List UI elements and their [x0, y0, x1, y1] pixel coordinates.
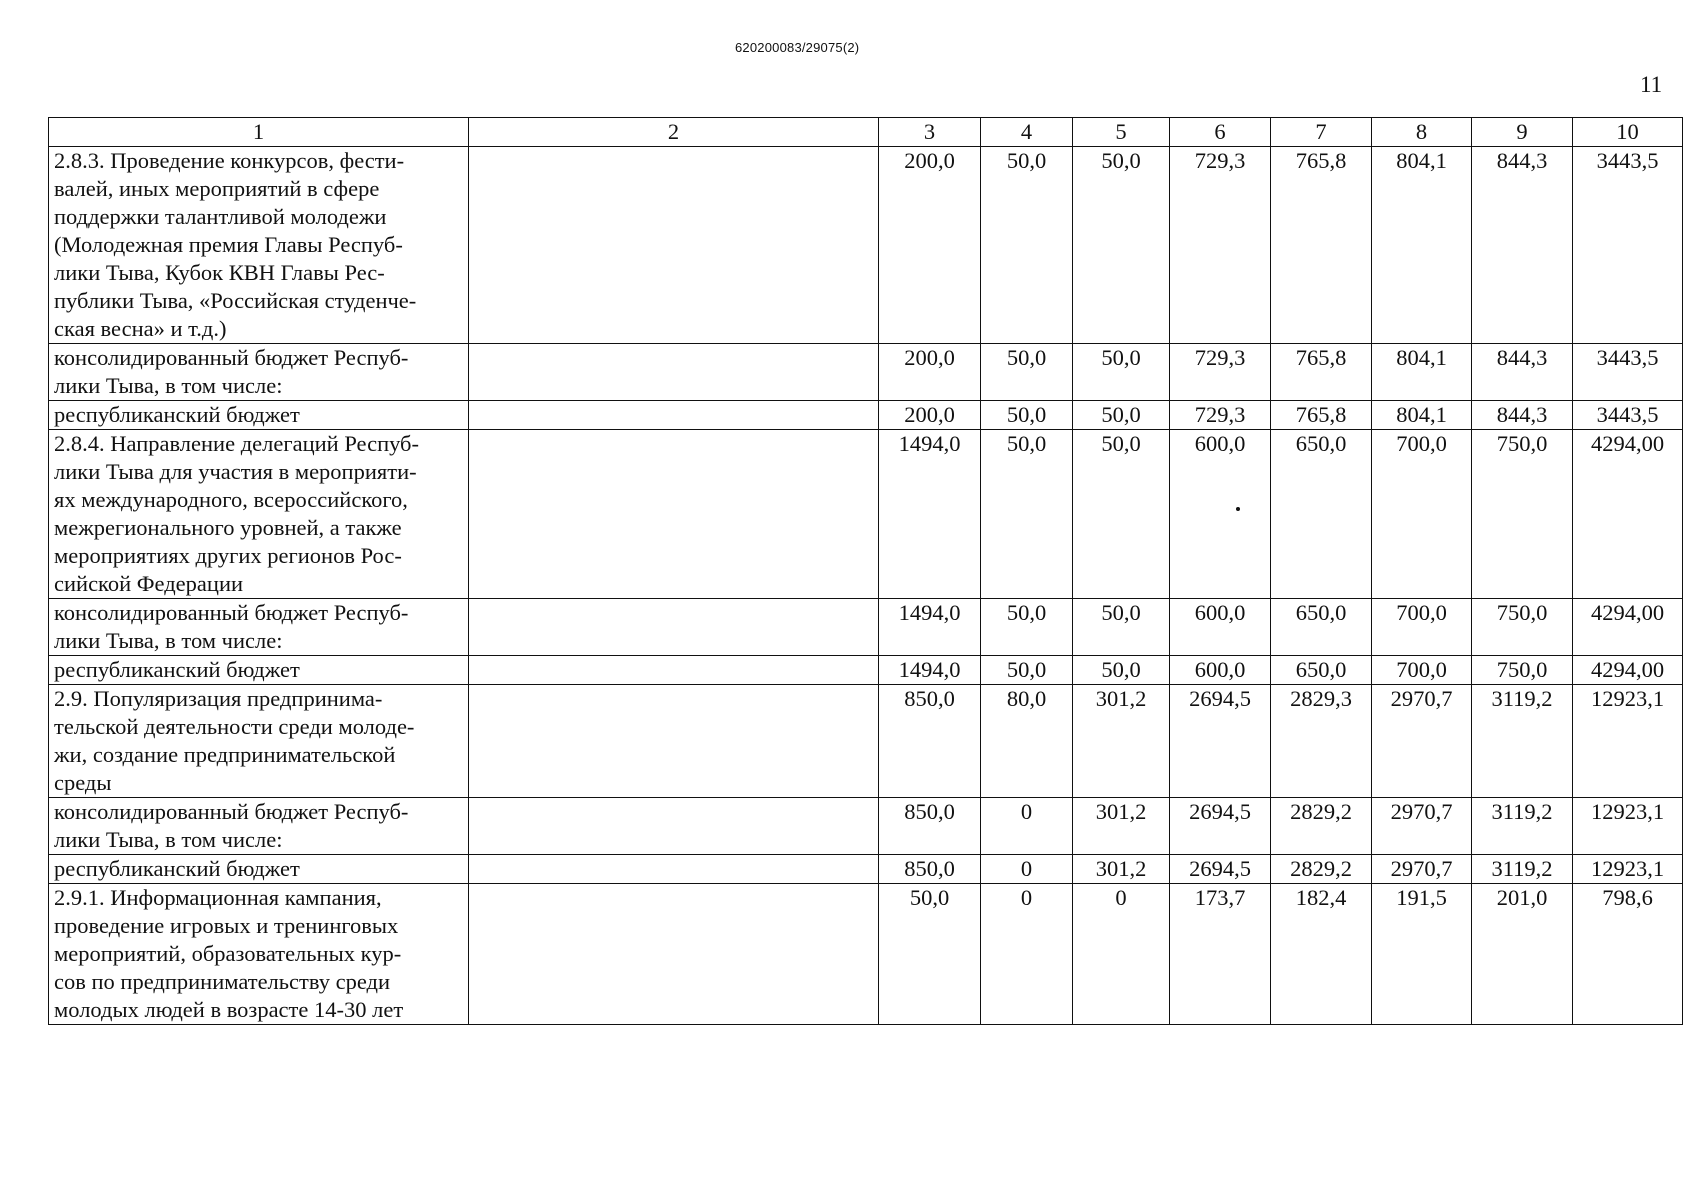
- row-value-cell: 1494,0: [879, 430, 981, 599]
- row-value-cell: 850,0: [879, 685, 981, 798]
- row-name-cell: 2.9. Популяризация предпринима- тельской деятельности среди молоде- жи, создание предпринимательской среды: [49, 685, 469, 798]
- row-value-cell: 0: [981, 798, 1073, 855]
- row-value-cell: 173,7: [1170, 884, 1271, 1025]
- row-value-cell: 182,4: [1271, 884, 1372, 1025]
- row-value-cell: 80,0: [981, 685, 1073, 798]
- row-value-cell: 50,0: [1073, 344, 1170, 401]
- table-row: [49, 147, 1683, 344]
- row-value-cell: 4294,00: [1573, 656, 1683, 685]
- row-value-cell: 0: [1073, 884, 1170, 1025]
- row-value-cell: 301,2: [1073, 855, 1170, 884]
- row-executor-cell: [469, 599, 879, 656]
- row-value-cell: 12923,1: [1573, 798, 1683, 855]
- row-value-cell: 600,0: [1170, 656, 1271, 685]
- table-row: [49, 430, 1683, 599]
- row-executor-cell: [469, 685, 879, 798]
- row-name-cell: консолидированный бюджет Респуб- лики Тыва, в том числе:: [49, 798, 469, 855]
- row-value-cell: 50,0: [1073, 599, 1170, 656]
- row-value-cell: 650,0: [1271, 430, 1372, 599]
- row-value-cell: 50,0: [879, 884, 981, 1025]
- row-value-cell: 0: [981, 855, 1073, 884]
- row-value-cell: 844,3: [1472, 401, 1573, 430]
- row-value-cell: 200,0: [879, 344, 981, 401]
- header-cell: 1: [49, 118, 469, 147]
- row-name-cell: республиканский бюджет: [49, 401, 469, 430]
- table-row: [49, 599, 1683, 656]
- row-value-cell: 3443,5: [1573, 344, 1683, 401]
- row-value-cell: 765,8: [1271, 344, 1372, 401]
- header-row: [49, 118, 1683, 147]
- row-value-cell: 1494,0: [879, 656, 981, 685]
- row-executor-cell: [469, 430, 879, 599]
- row-name-cell: 2.8.4. Направление делегаций Респуб- лики Тыва для участия в мероприяти- ях международного, всероссийского, межрегионального уровней, а также мероприятиях других регионов Рос- сийской Федерации: [49, 430, 469, 599]
- row-value-cell: 200,0: [879, 401, 981, 430]
- row-name-cell: консолидированный бюджет Респуб- лики Тыва, в том числе:: [49, 344, 469, 401]
- row-value-cell: 50,0: [1073, 430, 1170, 599]
- row-value-cell: 50,0: [981, 430, 1073, 599]
- header-cell: 2: [469, 118, 879, 147]
- row-name-cell: 2.9.1. Информационная кампания, проведение игровых и тренинговых мероприятий, образовательных кур- сов по предпринимательству среди молодых людей в возрасте 14-30 лет: [49, 884, 469, 1025]
- row-value-cell: 12923,1: [1573, 685, 1683, 798]
- row-value-cell: 765,8: [1271, 401, 1372, 430]
- row-value-cell: 844,3: [1472, 147, 1573, 344]
- row-value-cell: 50,0: [1073, 401, 1170, 430]
- row-executor-cell: [469, 798, 879, 855]
- stray-dot-mark: [1236, 507, 1240, 511]
- row-value-cell: 200,0: [879, 147, 981, 344]
- header-cell: 4: [981, 118, 1073, 147]
- row-name-cell: республиканский бюджет: [49, 656, 469, 685]
- row-value-cell: 12923,1: [1573, 855, 1683, 884]
- row-value-cell: 804,1: [1372, 344, 1472, 401]
- row-value-cell: 2694,5: [1170, 685, 1271, 798]
- row-value-cell: 4294,00: [1573, 599, 1683, 656]
- row-value-cell: 3119,2: [1472, 855, 1573, 884]
- table-row: [49, 656, 1683, 685]
- row-value-cell: 650,0: [1271, 599, 1372, 656]
- row-value-cell: 600,0: [1170, 599, 1271, 656]
- row-value-cell: 600,0: [1170, 430, 1271, 599]
- row-value-cell: 201,0: [1472, 884, 1573, 1025]
- row-value-cell: 798,6: [1573, 884, 1683, 1025]
- row-value-cell: 3119,2: [1472, 798, 1573, 855]
- row-value-cell: 700,0: [1372, 430, 1472, 599]
- header-cell: 7: [1271, 118, 1372, 147]
- row-executor-cell: [469, 344, 879, 401]
- row-executor-cell: [469, 147, 879, 344]
- table-row: [49, 401, 1683, 430]
- table-row: [49, 685, 1683, 798]
- row-value-cell: 2970,7: [1372, 685, 1472, 798]
- row-executor-cell: [469, 401, 879, 430]
- row-value-cell: 700,0: [1372, 599, 1472, 656]
- table-row: [49, 855, 1683, 884]
- row-value-cell: 1494,0: [879, 599, 981, 656]
- row-value-cell: 729,3: [1170, 401, 1271, 430]
- row-value-cell: 2694,5: [1170, 798, 1271, 855]
- header-cell: 3: [879, 118, 981, 147]
- row-value-cell: 850,0: [879, 798, 981, 855]
- table-row: [49, 344, 1683, 401]
- row-value-cell: 50,0: [1073, 656, 1170, 685]
- row-value-cell: 700,0: [1372, 656, 1472, 685]
- row-value-cell: 301,2: [1073, 685, 1170, 798]
- row-value-cell: 850,0: [879, 855, 981, 884]
- row-value-cell: 0: [981, 884, 1073, 1025]
- document-id: 620200083/29075(2): [735, 40, 860, 55]
- row-executor-cell: [469, 656, 879, 685]
- row-value-cell: 804,1: [1372, 401, 1472, 430]
- row-value-cell: 50,0: [981, 599, 1073, 656]
- row-value-cell: 804,1: [1372, 147, 1472, 344]
- row-value-cell: 301,2: [1073, 798, 1170, 855]
- row-value-cell: 650,0: [1271, 656, 1372, 685]
- row-value-cell: 2829,3: [1271, 685, 1372, 798]
- row-value-cell: 750,0: [1472, 656, 1573, 685]
- row-value-cell: 50,0: [981, 344, 1073, 401]
- header-cell: 10: [1573, 118, 1683, 147]
- row-value-cell: 765,8: [1271, 147, 1372, 344]
- row-value-cell: 191,5: [1372, 884, 1472, 1025]
- row-value-cell: 3119,2: [1472, 685, 1573, 798]
- header-cell: 6: [1170, 118, 1271, 147]
- row-value-cell: 50,0: [1073, 147, 1170, 344]
- table-row: [49, 798, 1683, 855]
- row-value-cell: 2970,7: [1372, 798, 1472, 855]
- row-value-cell: 3443,5: [1573, 147, 1683, 344]
- row-value-cell: 750,0: [1472, 430, 1573, 599]
- row-value-cell: 4294,00: [1573, 430, 1683, 599]
- header-cell: 9: [1472, 118, 1573, 147]
- row-value-cell: 729,3: [1170, 344, 1271, 401]
- row-value-cell: 844,3: [1472, 344, 1573, 401]
- row-value-cell: 50,0: [981, 401, 1073, 430]
- row-value-cell: 3443,5: [1573, 401, 1683, 430]
- row-value-cell: 2829,2: [1271, 798, 1372, 855]
- row-value-cell: 50,0: [981, 147, 1073, 344]
- table-row: [49, 884, 1683, 1025]
- row-name-cell: 2.8.3. Проведение конкурсов, фести- валей, иных мероприятий в сфере поддержки талантливой молодежи (Молодежная премия Главы Респуб- лики Тыва, Кубок КВН Главы Рес- публики Тыва, «Российская студенче- ская весна» и т.д.): [49, 147, 469, 344]
- row-value-cell: 2970,7: [1372, 855, 1472, 884]
- header-cell: 8: [1372, 118, 1472, 147]
- header-cell: 5: [1073, 118, 1170, 147]
- row-value-cell: 2694,5: [1170, 855, 1271, 884]
- page-number: 11: [1640, 72, 1663, 97]
- row-value-cell: 729,3: [1170, 147, 1271, 344]
- row-name-cell: республиканский бюджет: [49, 855, 469, 884]
- budget-table: [48, 117, 1683, 1025]
- row-executor-cell: [469, 855, 879, 884]
- row-name-cell: консолидированный бюджет Респуб- лики Тыва, в том числе:: [49, 599, 469, 656]
- row-value-cell: 750,0: [1472, 599, 1573, 656]
- row-executor-cell: [469, 884, 879, 1025]
- row-value-cell: 2829,2: [1271, 855, 1372, 884]
- row-value-cell: 50,0: [981, 656, 1073, 685]
